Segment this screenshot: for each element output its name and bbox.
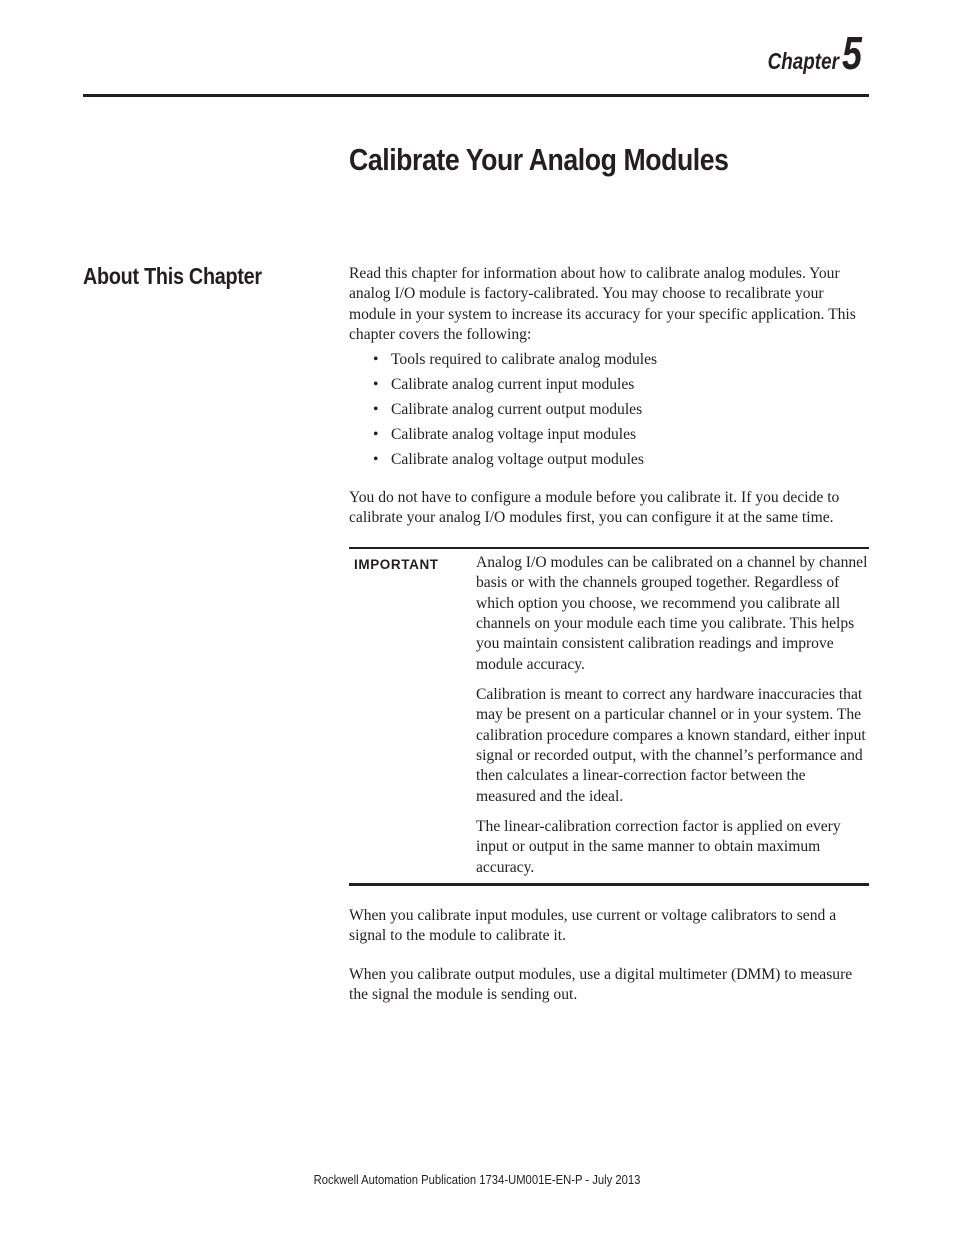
important-label: IMPORTANT bbox=[354, 556, 439, 572]
important-callout bbox=[349, 547, 869, 886]
important-paragraph: Analog I/O modules can be calibrated on a channel by channel basis or with the channels grouped together. Regardless of which option you choose, we recommend you calibrate all channels on your module each time you calibrate. This helps you maintain consistent calibration readings and improve module accuracy. bbox=[476, 553, 868, 673]
topic-list bbox=[349, 350, 869, 470]
list-item: • Calibrate analog voltage output modules bbox=[373, 450, 869, 470]
list-item: • Tools required to calibrate analog modules bbox=[373, 350, 869, 370]
list-item: • Calibrate analog current input modules bbox=[373, 375, 869, 395]
intro-paragraph: Read this chapter for information about how to calibrate analog modules. Your analog I/O module is factory-calibrated. You may choose to recalibrate your module in your system to increase its accuracy for your specific application. This chapter covers the following: bbox=[349, 265, 856, 344]
important-text bbox=[476, 553, 869, 878]
header-rule bbox=[83, 94, 869, 97]
configure-paragraph: You do not have to configure a module before you calibrate it. If you decide to calibrate your analog I/O modules first, you can configure it at the same time. bbox=[349, 489, 840, 527]
body-column bbox=[349, 264, 869, 1006]
section-title: About This Chapter bbox=[83, 263, 262, 289]
output-calibration-paragraph: When you calibrate output modules, use a digital multimeter (DMM) to measure the signal the module is sending out. bbox=[349, 965, 853, 1004]
input-calibration-paragraph: When you calibrate input modules, use current or voltage calibrators to send a signal to the module to calibrate it. bbox=[349, 906, 837, 945]
chapter-header bbox=[752, 27, 869, 79]
chapter-number: 5 bbox=[842, 27, 863, 79]
page-title: Calibrate Your Analog Modules bbox=[349, 142, 729, 177]
list-item: • Calibrate analog current output modules bbox=[373, 400, 869, 420]
list-item: • Calibrate analog voltage input modules bbox=[373, 425, 869, 445]
important-paragraph: Calibration is meant to correct any hardware inaccuracies that may be present on a particular channel or in your system. The calibration procedure compares a known standard, either input signal or recorded output, with the channel’s performance and then calculates a linear-correction factor between the measured and the ideal. bbox=[476, 685, 866, 805]
chapter-label: Chapter bbox=[767, 48, 839, 74]
page-footer: Rockwell Automation Publication 1734-UM001E-EN-P - July 2013 bbox=[313, 1173, 641, 1187]
important-paragraph: The linear-calibration correction factor is applied on every input or output in the same manner to obtain maximum accuracy. bbox=[476, 817, 841, 876]
